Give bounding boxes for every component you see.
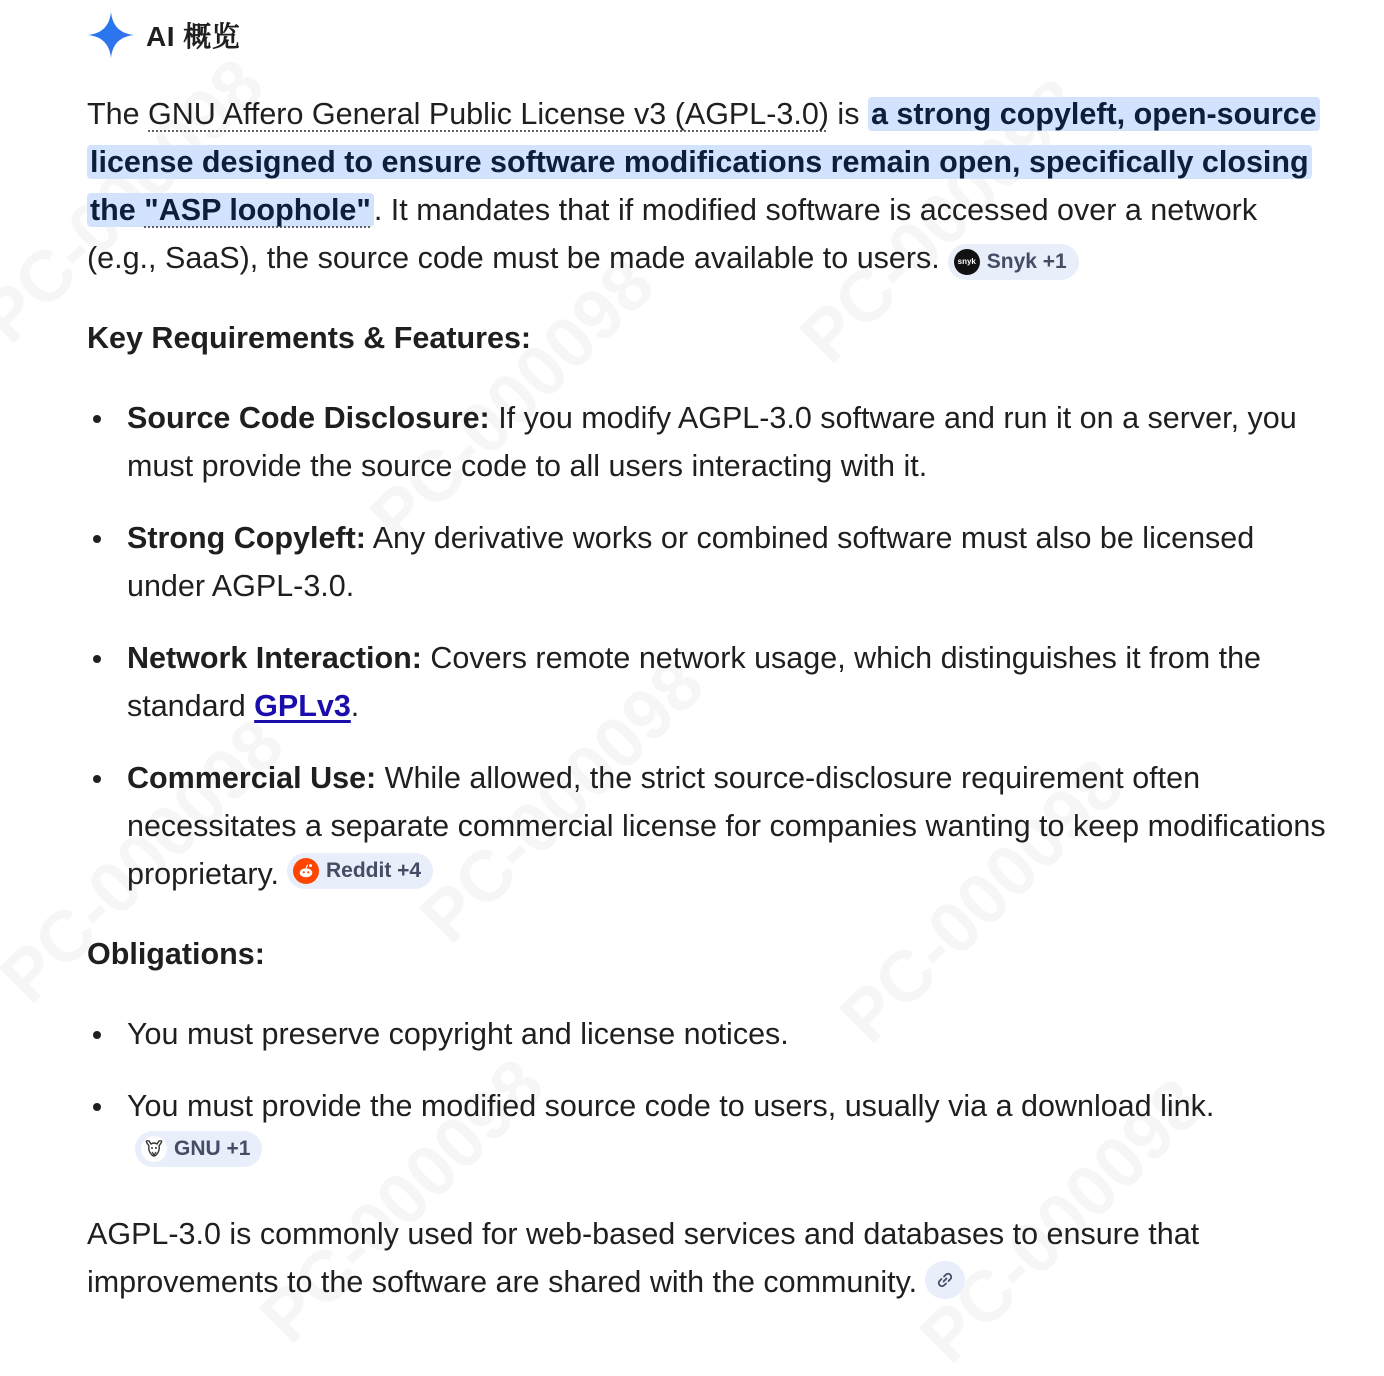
list-item [127,514,1327,610]
source-chip-snyk[interactable] [948,244,1079,280]
source-link-button[interactable] [925,1261,965,1299]
reddit-icon [293,858,319,884]
intro-text: The [87,97,149,131]
obligations-list [87,1010,1327,1178]
obligations-heading: Obligations: [87,937,265,971]
item-text: . [350,689,360,723]
highlight-text: a strong copyleft, open-source license designed to ensure software modifications remain open, specifically closing the [90,97,1317,227]
ai-overview-title: AI 概览 [146,21,241,52]
license-name-link[interactable]: GNU Affero General Public License v3 (AGPL-3.0) [148,97,829,131]
item-text: While allowed, the strict source-disclosure requirement often necessitates a separate commercial license for companies wanting to keep modifications proprietary. [127,761,1326,891]
list-item [127,1082,1327,1178]
intro-text: is [828,97,868,131]
item-title: Source Code Disclosure: [127,401,490,435]
ai-overview-header [86,10,240,60]
gemini-sparkle-icon [86,10,136,60]
intro-paragraph [87,90,1327,282]
link-icon [935,1270,955,1290]
gplv3-link[interactable]: GPLv3 [254,689,351,723]
item-text: Covers remote network usage, which distinguishes it from the standard [127,641,1261,723]
features-heading: Key Requirements & Features: [87,321,532,355]
overview-content [87,90,1327,1306]
chip-label: Reddit +4 [326,859,422,882]
item-title: Network Interaction: [127,641,422,675]
item-text: You must provide the modified source code to users, usually via a download link. [127,1089,1215,1123]
chip-label: Snyk +1 [986,250,1067,273]
snyk-icon: snyk [954,249,980,275]
item-text: You must preserve copyright and license notices. [127,1017,789,1051]
intro-text: . It mandates that if modified software is accessed over a network (e.g., SaaS), the source code must be made available to users. [87,193,1258,275]
closing-paragraph [87,1210,1327,1306]
item-title: Strong Copyleft: [127,521,366,555]
list-item [127,754,1327,898]
item-text: Any derivative works or combined software must also be licensed under AGPL-3.0. [127,521,1255,603]
list-item [127,634,1327,730]
item-text: If you modify AGPL-3.0 software and run it on a server, you must provide the source code to all users interacting with it. [127,401,1297,483]
gnu-icon [141,1136,167,1162]
item-title: Commercial Use: [127,761,377,795]
asp-loophole-link[interactable]: "ASP loophole" [144,193,371,227]
source-chip-reddit[interactable] [287,853,433,889]
list-item [127,394,1327,490]
features-list [87,394,1327,898]
closing-text: AGPL-3.0 is commonly used for web-based services and databases to ensure that improvements to the software are shared with the community. [87,1217,1200,1299]
source-chip-gnu[interactable] [135,1131,262,1167]
list-item [127,1010,1327,1058]
chip-label: GNU +1 [174,1137,251,1160]
